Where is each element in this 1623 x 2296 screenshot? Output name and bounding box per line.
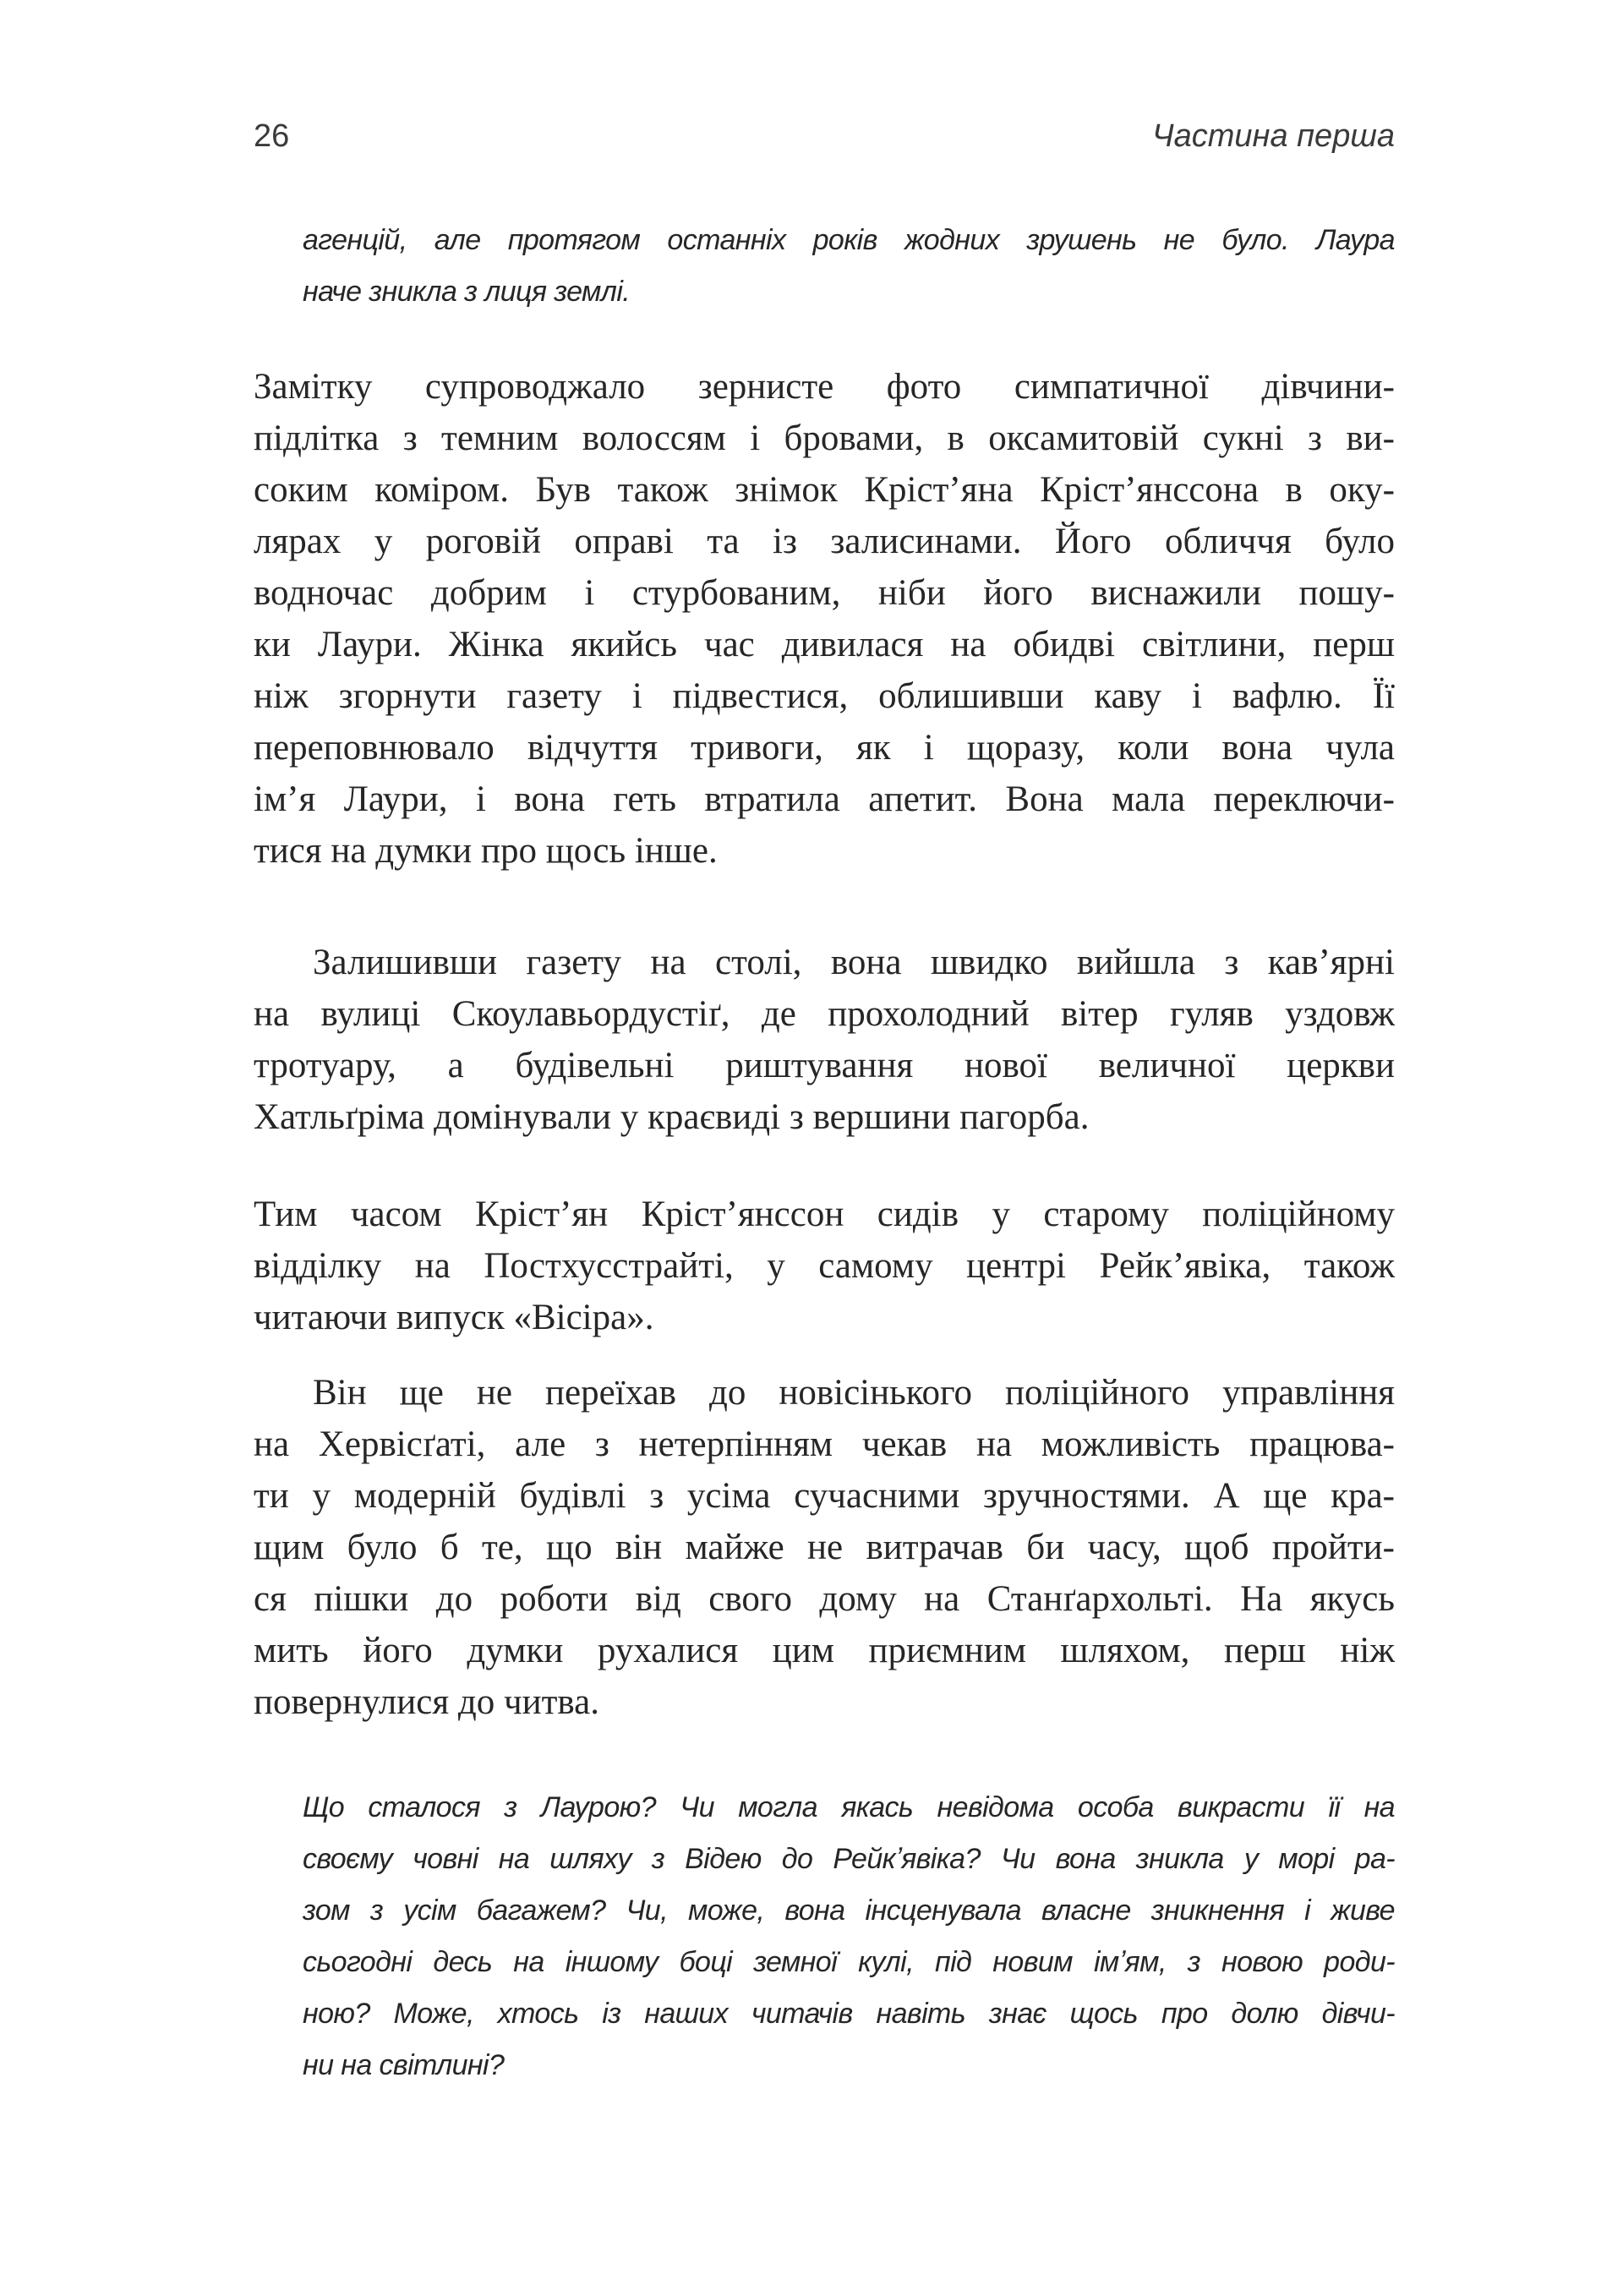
text-line: на Хервісґаті, але з нетерпінням чекав на можливість працюва- xyxy=(254,1424,1395,1464)
paragraph-4 xyxy=(254,1367,1395,1728)
paragraph-1 xyxy=(254,361,1395,877)
text-line: лярах у роговій оправі та із залисинами. Його обличчя було xyxy=(254,522,1395,561)
paragraph-2 xyxy=(254,937,1395,1143)
text-line: Він ще не переїхав до новісінького поліційного управління xyxy=(313,1373,1395,1413)
text-line: ни на світлині? xyxy=(303,2049,505,2081)
text-line: відділку на Постхусстрайті, у самому центрі Рейкʼявіка, також xyxy=(254,1246,1395,1286)
text-line: ки Лаури. Жінка якийсь час дивилася на обидві світлини, перш xyxy=(254,625,1395,664)
text-line: Що сталося з Лаурою? Чи могла якась невідома особа викрасти її на xyxy=(303,1791,1395,1823)
text-line: тротуару, а будівельні риштування нової величної церкви xyxy=(254,1046,1395,1085)
text-line: переповнювало відчуття тривоги, як і щоразу, коли вона чула xyxy=(254,728,1395,768)
running-head: Частина перша xyxy=(1152,118,1395,154)
text-line: Хатльґріма домінували у краєвиді з вершини пагорба. xyxy=(254,1097,1090,1137)
text-line: мить його думки рухалися цим приємним шляхом, перш ніж xyxy=(254,1631,1395,1670)
quote-excerpt-2 xyxy=(303,1782,1395,2091)
text-line: повернулися до читва. xyxy=(254,1682,599,1722)
text-line: тися на думки про щось інше. xyxy=(254,831,718,871)
text-line: зом з усім багажем? Чи, може, вона інсценувала власне зникнення і живе xyxy=(303,1894,1395,1927)
text-line: сьогодні десь на іншому боці земної кулі, під новим імʼям, з новою роди- xyxy=(303,1946,1395,1978)
quote-excerpt-1 xyxy=(303,215,1395,318)
text-line: імʼя Лаури, і вона геть втратила апетит. Вона мала переключи- xyxy=(254,779,1395,819)
text-line: ніж згорнути газету і підвестися, облишивши каву і вафлю. Її xyxy=(254,676,1395,716)
paragraph-3 xyxy=(254,1189,1395,1343)
text-line: агенцій, але протягом останніх років жодних зрушень не було. Лаура xyxy=(303,224,1395,256)
text-line: на вулиці Скоулавьордустіґ, де прохолодний вітер гуляв уздовж xyxy=(254,994,1395,1034)
text-line: наче зникла з лиця землі. xyxy=(303,276,631,308)
text-line: ти у модерній будівлі з усіма сучасними зручностями. А ще кра- xyxy=(254,1476,1395,1516)
text-line: ся пішки до роботи від свого дому на Станґархольті. На якусь xyxy=(254,1579,1395,1619)
text-line: Тим часом Крістʼян Крістʼянссон сидів у старому поліційному xyxy=(254,1194,1395,1234)
text-line: читаючи випуск «Вісіра». xyxy=(254,1298,654,1337)
text-line: своєму човні на шляху з Відею до Рейкʼявіка? Чи вона зникла у морі ра- xyxy=(303,1843,1395,1875)
text-line: соким коміром. Був також знімок Крістʼяна Крістʼянссона в оку- xyxy=(254,470,1395,510)
text-line: підлітка з темним волоссям і бровами, в оксамитовій сукні з ви- xyxy=(254,418,1395,458)
text-line: щим було б те, що він майже не витрачав би часу, щоб пройти- xyxy=(254,1528,1395,1567)
page-number: 26 xyxy=(254,118,290,154)
text-line: водночас добрим і стурбованим, ніби його виснажили пошу- xyxy=(254,573,1395,613)
text-line: Залишивши газету на столі, вона швидко вийшла з кавʼярні xyxy=(313,943,1395,982)
text-line: ною? Може, хтось із наших читачів навіть знає щось про долю дівчи- xyxy=(303,1998,1395,2030)
text-line: Замітку супроводжало зернисте фото симпатичної дівчини- xyxy=(254,367,1395,407)
